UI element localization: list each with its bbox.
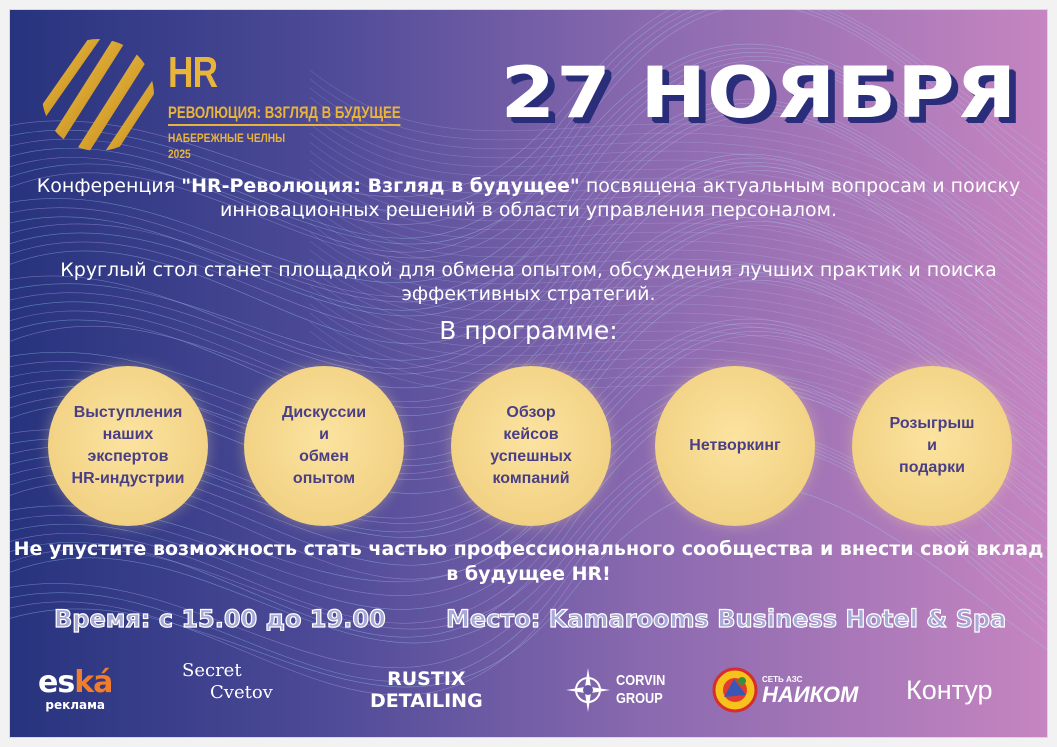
logo-subtitle: РЕВОЛЮЦИЯ: ВЗГЛЯД В БУДУЩЕЕ xyxy=(168,103,401,126)
event-place: Место: Kamarooms Business Hotel & Spa xyxy=(446,605,1007,633)
logo-title: HR xyxy=(168,48,218,97)
rustix-line1: RUSTIX xyxy=(387,668,466,690)
event-date: 27 НОЯБРЯ xyxy=(500,52,1017,134)
sponsor-corvin-logo xyxy=(566,660,674,720)
event-poster xyxy=(10,10,1047,737)
program-item-networking: Нетворкинг xyxy=(655,366,815,526)
sponsor-eska-logo xyxy=(38,660,112,720)
program-item-experts: Выступления наших экспертов HR-индустрии xyxy=(48,366,208,526)
intro-text xyxy=(10,174,1047,222)
call-to-action: Не упустите возможность стать частью профессионального сообщества и внести свой вклад в будущее HR! xyxy=(13,538,1044,585)
program-title: В программе: xyxy=(439,316,618,345)
corvin-line1: CORVIN xyxy=(616,672,666,689)
naikom-name: НАИКОМ xyxy=(762,681,859,707)
naikom-top: СЕТЬ АЗС xyxy=(762,674,803,684)
eska-sub: реклама xyxy=(45,698,106,712)
naikom-emblem-icon xyxy=(712,667,758,713)
program-item-discussions: Дискуссии и обмен опытом xyxy=(244,366,404,526)
intro-after: посвящена актуальным вопросам и поиску инновационных решений в области управления персоналом. xyxy=(219,175,1021,221)
corvin-line2: GROUP xyxy=(616,690,663,707)
sponsor-naikom-logo xyxy=(712,660,858,720)
logo-city: НАБЕРЕЖНЫЕ ЧЕЛНЫ xyxy=(168,131,286,145)
hr-revolution-logo xyxy=(38,35,401,165)
sponsor-kontur-logo: Контур xyxy=(906,674,993,705)
roundtable-text: Круглый стол станет площадкой для обмена опытом, обсуждения лучших практик и поиска эффективных стратегий. xyxy=(60,259,997,305)
secret-line1: Secret xyxy=(182,660,242,681)
eska-prefix: es xyxy=(38,665,75,700)
program-item-cases: Обзор кейсов успешных компаний xyxy=(451,366,611,526)
intro-before: Конференция xyxy=(36,175,182,197)
sponsor-secret-cvetov-logo xyxy=(182,660,273,720)
rustix-line2: DETAILING xyxy=(370,690,483,712)
event-time: Время: с 15.00 до 19.00 xyxy=(54,605,386,633)
eska-accent: ká xyxy=(74,665,113,700)
conference-name: "HR-Революция: Взгляд в будущее" xyxy=(181,175,580,197)
program-item-giveaway: Розыгрыш и подарки xyxy=(852,366,1012,526)
sponsor-rustix-logo xyxy=(370,660,483,720)
logo-year: 2025 xyxy=(168,147,191,161)
compass-star-icon xyxy=(566,668,610,712)
gold-sphere-icon xyxy=(38,35,158,155)
secret-line2: Cvetov xyxy=(210,682,273,703)
